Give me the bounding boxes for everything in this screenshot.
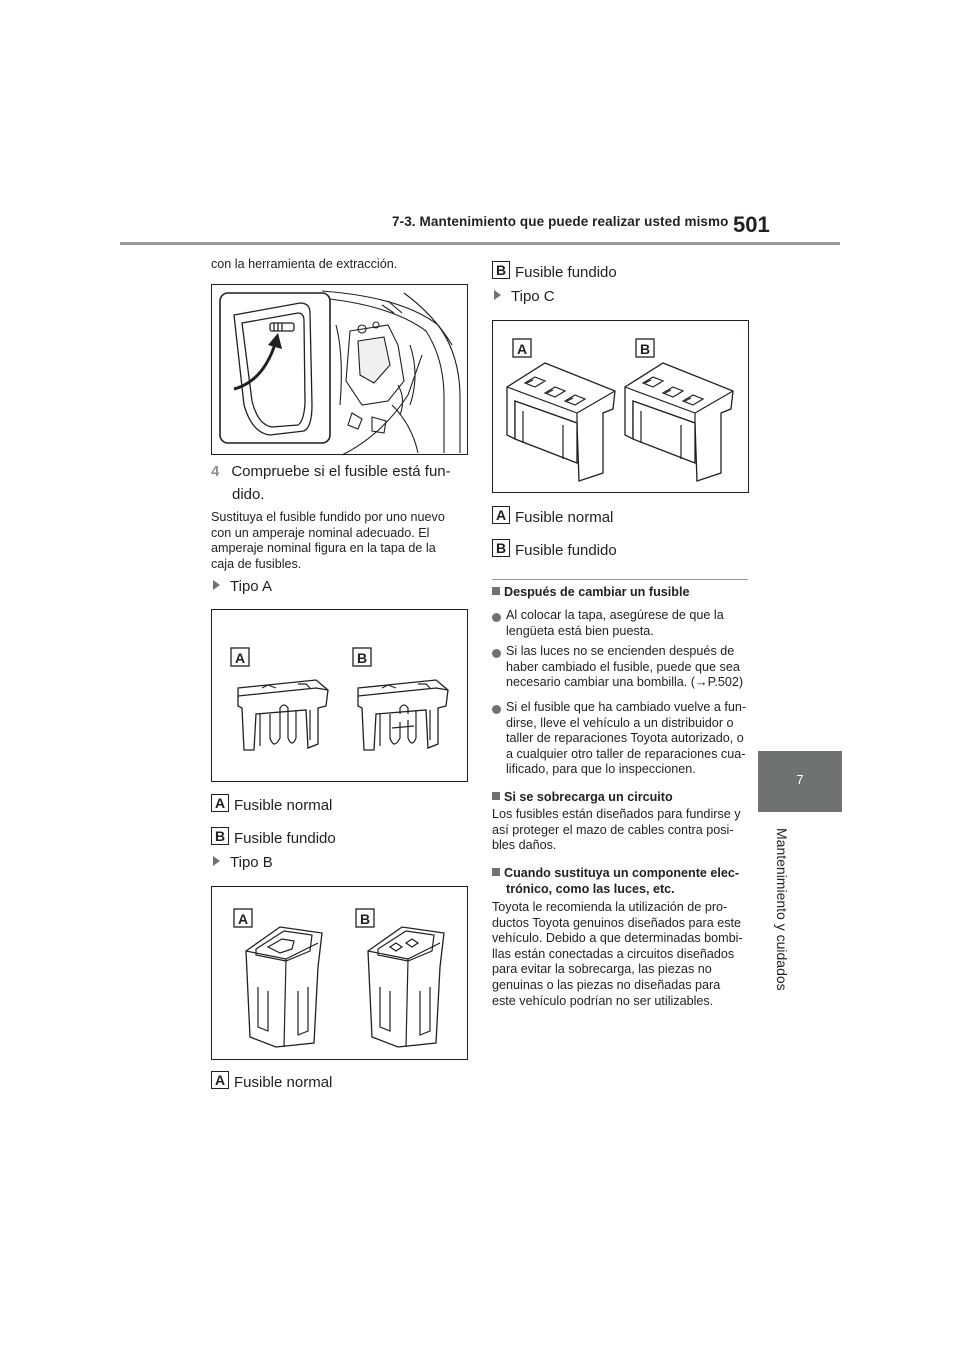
after-change-bullet-3 <box>506 700 746 778</box>
triangle-bullet-icon <box>213 856 220 866</box>
square-bullet-icon <box>492 868 500 876</box>
step-number: 4 <box>211 463 220 480</box>
type-a-fuse-drawing <box>212 610 469 783</box>
badge-b: B <box>211 827 229 845</box>
body-line: así proteger el mazo de cables contra posi- <box>492 822 734 837</box>
bullet-line: a cualquier otro taller de reparaciones cua- <box>506 746 746 761</box>
body-line: vehículo. Debido a que determinadas bombi- <box>492 931 743 946</box>
legend-text: Fusible normal <box>234 1074 333 1091</box>
badge-b: B <box>492 261 510 279</box>
badge-a: A <box>492 506 510 524</box>
legend-text: Fusible fundido <box>515 264 617 281</box>
body-line: para evitar la sobrecarga, las piezas no <box>492 962 712 977</box>
type-b-fuse-figure <box>211 886 468 1060</box>
type-a-label: Tipo A <box>230 578 272 595</box>
heading-text: Después de cambiar un fusible <box>504 585 690 599</box>
type-a-item <box>213 578 272 595</box>
legend-text: Fusible fundido <box>234 830 336 847</box>
badge-a: A <box>211 1071 229 1089</box>
chapter-title-vertical <box>774 828 794 1128</box>
step-4-body-line: Sustituya el fusible fundido por uno nuevo <box>211 510 445 524</box>
legend-text: Fusible fundido <box>515 542 617 559</box>
after-change-bullet-1 <box>506 608 724 639</box>
heading-text: Cuando sustituya un componente elec- <box>504 866 740 880</box>
bullet-dot-icon <box>492 705 501 714</box>
type-c-label: Tipo C <box>511 288 555 305</box>
type-c-item <box>494 288 555 305</box>
body-line: este vehículo podrían no ser utilizables. <box>492 993 714 1008</box>
body-line: Toyota le recomienda la utilización de pro- <box>492 900 728 914</box>
bullet-line: Al colocar la tapa, asegúrese de que la <box>506 608 724 622</box>
legend-a-normal-typec <box>492 506 613 526</box>
bullet-line: taller de reparaciones Toyota autorizado, o <box>506 731 744 746</box>
body-line: llas están conectadas a circuitos diseñados <box>492 946 735 961</box>
bullet-line: lengüeta está bien puesta. <box>506 623 654 638</box>
body-line: Los fusibles están diseñados para fundirse y <box>492 807 741 821</box>
triangle-bullet-icon <box>494 290 501 300</box>
page-number: 501 <box>733 212 770 237</box>
fuse-box-extraction-figure <box>211 284 468 455</box>
type-b-fuse-drawing <box>212 887 469 1061</box>
type-b-item <box>213 854 273 871</box>
chapter-title: Mantenimiento y cuidados <box>774 828 790 991</box>
bullet-line: dirse, lleve el vehículo a un distribuidor o <box>506 715 734 730</box>
section-rule <box>492 579 748 580</box>
bullet-dot-icon <box>492 613 501 622</box>
fig-label-a: A <box>516 341 528 357</box>
intro-text: con la herramienta de extracción. <box>211 257 398 271</box>
bullet-line: necesario cambiar una bombilla. (→P.502) <box>506 675 744 690</box>
overload-heading <box>492 790 673 804</box>
legend-b-blown <box>211 827 336 847</box>
legend-a-normal <box>211 794 332 814</box>
step-4-body-line: caja de fusibles. <box>211 556 302 571</box>
body-line: genuinas o las piezas no diseñadas para <box>492 977 721 992</box>
bullet-dot-icon <box>492 649 501 658</box>
step-4-body-line: amperaje nominal figura en la tapa de la <box>211 541 436 556</box>
type-c-fuse-drawing <box>493 321 750 494</box>
type-b-label: Tipo B <box>230 854 273 871</box>
badge-b: B <box>492 539 510 557</box>
step-4-line1 <box>211 460 451 484</box>
step-4-body-line: con un amperaje nominal adecuado. El <box>211 525 430 540</box>
badge-a: A <box>211 794 229 812</box>
heading-text: trónico, como las luces, etc. <box>506 881 675 896</box>
after-change-bullet-2 <box>506 644 743 691</box>
heading-text: Si se sobrecarga un circuito <box>504 790 673 804</box>
legend-b-blown-typeb <box>492 261 617 281</box>
bullet-line: Si el fusible que ha cambiado vuelve a fun- <box>506 700 747 714</box>
after-change-heading <box>492 585 689 599</box>
section-title: 7-3. Mantenimiento que puede realizar usted mismo <box>392 214 729 229</box>
fig-label-b: B <box>356 650 368 666</box>
triangle-bullet-icon <box>213 580 220 590</box>
overload-body <box>492 807 741 854</box>
bullet-line: haber cambiado el fusible, puede que sea <box>506 659 740 674</box>
step-4-line2: dido. <box>232 486 265 503</box>
legend-b-blown-typec <box>492 539 617 559</box>
fig-label-a: A <box>234 650 246 666</box>
fig-label-a: A <box>237 911 249 927</box>
fig-label-b: B <box>639 341 651 357</box>
legend-a-normal-2 <box>211 1071 332 1091</box>
legend-text: Fusible normal <box>234 797 333 814</box>
square-bullet-icon <box>492 792 500 800</box>
body-line: bles daños. <box>492 838 557 853</box>
fig-label-b: B <box>359 911 371 927</box>
type-c-fuse-figure <box>492 320 749 493</box>
type-a-fuse-figure <box>211 609 468 782</box>
step-4-body <box>211 510 471 572</box>
replace-heading <box>492 866 739 897</box>
fuse-box-drawing <box>212 285 469 456</box>
bullet-line: Si las luces no se encienden después de <box>506 644 735 658</box>
header-rule <box>120 242 840 245</box>
step-4-text-1: Compruebe si el fusible está fun- <box>231 463 451 480</box>
bullet-line: lificado, para que lo inspeccionen. <box>506 762 696 777</box>
square-bullet-icon <box>492 587 500 595</box>
legend-text: Fusible normal <box>515 509 614 526</box>
body-line: ductos Toyota genuinos diseñados para este <box>492 915 742 930</box>
chapter-number: 7 <box>796 772 804 787</box>
chapter-tab[interactable] <box>758 751 842 812</box>
replace-body <box>492 900 743 1009</box>
